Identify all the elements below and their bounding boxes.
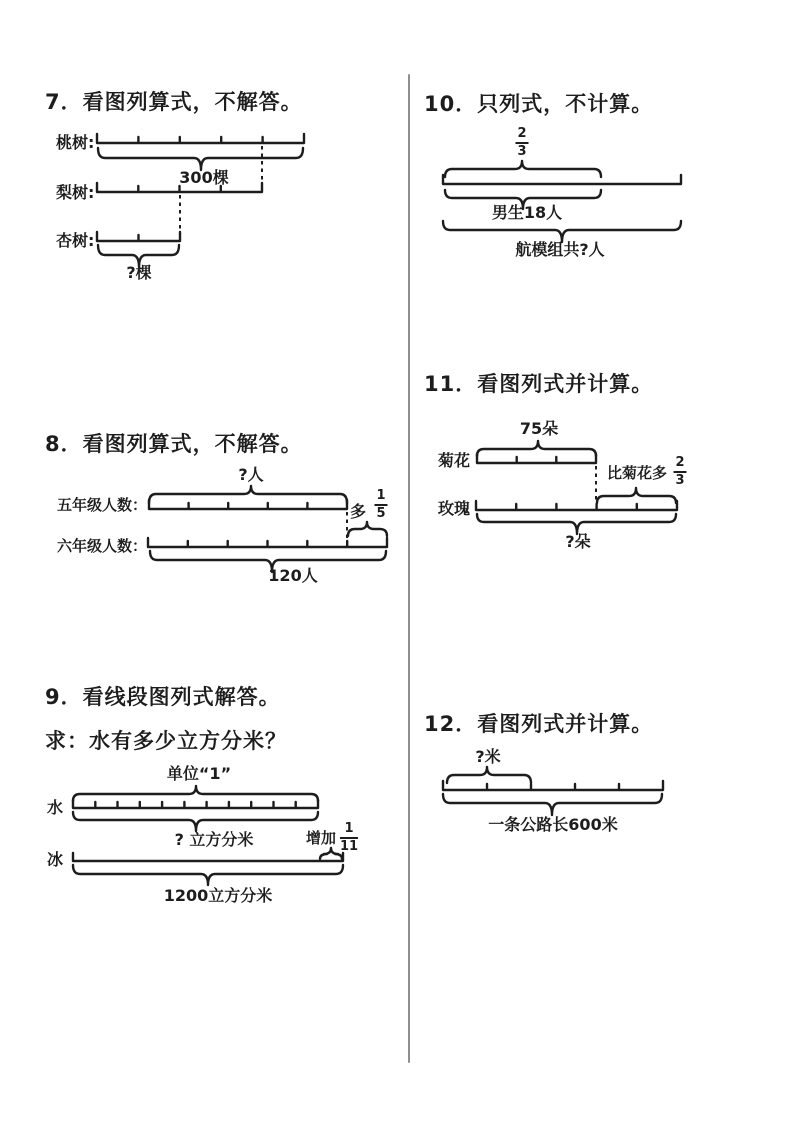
boys-fraction-brace [445, 161, 601, 177]
grade5-question-label: ?人 [238, 465, 264, 484]
one-fifth-fraction [375, 489, 388, 520]
chrysanthemum-top-brace [477, 441, 596, 456]
two-thirds-fraction [674, 456, 687, 487]
problem-7-diagram [97, 134, 304, 267]
ice-row-label: 冰 [47, 850, 64, 869]
fraction-numerator: 1 [344, 821, 354, 836]
problem-12-diagram [443, 767, 663, 815]
ice-increase-brace [320, 848, 342, 859]
problem-10-diagram [443, 161, 681, 242]
apricot-bar [97, 232, 180, 241]
apricot-question-label: ?棵 [126, 263, 152, 282]
peach-row-label: 桃树: [56, 133, 95, 152]
boys-part-label: 男生18人 [491, 203, 563, 222]
fraction-numerator: 2 [517, 126, 527, 141]
pear-row-label: 梨树: [56, 183, 95, 202]
problem-8-diagram [148, 486, 387, 572]
peach-total-brace [98, 148, 303, 170]
peach-bar [97, 134, 304, 143]
fraction-denominator: 11 [339, 838, 359, 854]
fraction-denominator: 3 [517, 143, 527, 159]
more-than-chrysanthemum-label: 比菊花多 [607, 464, 668, 482]
problem-9-subheading: 求：水有多少立方分米？ [45, 729, 287, 753]
one-eleventh-fraction [340, 822, 358, 853]
fraction-denominator: 5 [376, 505, 386, 521]
fraction-numerator: 1 [376, 488, 386, 503]
problem-11-diagram [476, 441, 677, 534]
extra-fifth-brace [348, 522, 387, 536]
road-total-brace [443, 794, 662, 815]
road-part-label: ?米 [475, 747, 501, 766]
ice-total-label: 1200立方分米 [163, 886, 273, 905]
water-bar [73, 800, 318, 808]
water-row-label: 水 [47, 798, 64, 817]
water-question-brace [73, 812, 318, 831]
fraction-numerator: 2 [675, 455, 685, 470]
rose-row-label: 玫瑰 [438, 499, 471, 518]
ice-bar [73, 853, 343, 861]
group-bar [443, 175, 681, 184]
water-unit-brace [73, 786, 318, 801]
fraction-denominator: 3 [675, 472, 685, 488]
peach-total-label: 300棵 [179, 168, 229, 187]
problem-9-heading: 9．看线段图列式解答。 [45, 685, 281, 709]
problem-10-heading: 10．只列式，不计算。 [424, 92, 654, 116]
problem-7-heading: 7．看图列算式，不解答。 [45, 90, 303, 114]
chrysanthemum-count-label: 75朵 [519, 419, 559, 438]
unit-one-label: 单位“1” [166, 764, 232, 783]
rose-bar [476, 501, 677, 510]
grade6-row-label: 六年级人数： [57, 537, 148, 555]
ice-total-brace [73, 865, 343, 885]
more-label: 多 [350, 502, 367, 521]
group-total-brace [443, 221, 681, 242]
grade6-total-label: 120人 [268, 566, 318, 585]
problem-8-heading: 8．看图列算式，不解答。 [45, 432, 303, 456]
two-thirds-fraction [516, 127, 529, 158]
problem-11-heading: 11．看图列式并计算。 [424, 372, 654, 396]
grade6-bar [148, 538, 387, 547]
grade5-row-label: 五年级人数： [57, 496, 148, 514]
group-total-label: 航模组共?人 [515, 240, 605, 259]
water-question-label: ? 立方分米 [174, 830, 254, 849]
rose-total-label: ?朵 [565, 532, 591, 551]
chrysanthemum-row-label: 菊花 [438, 451, 471, 470]
rose-extra-brace [597, 488, 676, 503]
grade5-top-brace [149, 486, 347, 503]
road-bar [443, 781, 663, 790]
road-total-label: 一条公路长600米 [488, 815, 618, 834]
chrysanthemum-bar [477, 454, 596, 463]
grade5-bar [149, 500, 347, 509]
problem-12-heading: 12．看图列式并计算。 [424, 712, 654, 736]
increase-label: 增加 [306, 829, 337, 847]
apricot-row-label: 杏树: [56, 231, 95, 250]
rose-total-brace [477, 514, 676, 534]
road-part-brace [447, 767, 531, 783]
